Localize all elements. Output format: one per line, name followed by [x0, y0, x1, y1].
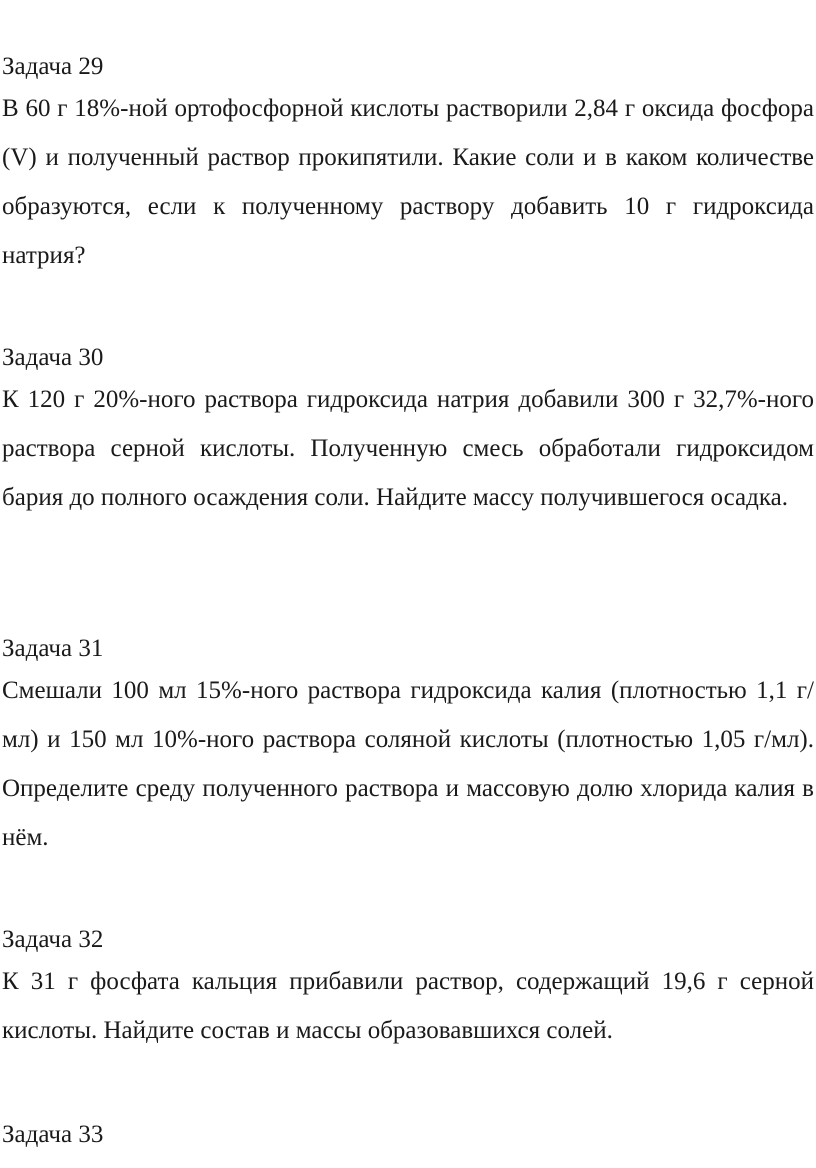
task-29 — [2, 52, 814, 280]
task-30 — [2, 343, 814, 522]
task-32 — [2, 925, 814, 1055]
task-title: Задача 33 — [2, 1121, 104, 1148]
task-body: К 120 г 20%-ного раствора гидроксида натрия добавили 300 г 32,7%-ного раствора серной кислоты. Полученную смесь обработали гидроксидом бария до полного осаждения соли. Найдите массу получившегося осадка. — [2, 386, 814, 511]
task-title: Задача 32 — [2, 926, 104, 953]
task-body: В 60 г 18%-ной ортофосфорной кислоты растворили 2,84 г оксида фосфора (V) и полученный раствор прокипятили. Какие соли и в каком количестве образуются, если к полученному раствору добавить 10 г гидроксида натрия? — [2, 95, 814, 269]
task-title: Задача 29 — [2, 53, 104, 80]
task-title: Задача 31 — [2, 635, 104, 662]
task-31 — [2, 634, 814, 862]
task-33 — [2, 1120, 814, 1150]
task-body: Смешали 100 мл 15%-ного раствора гидроксида калия (плотностью 1,1 г/мл) и 150 мл 10%-ного раствора соляной кислоты (плотностью 1,05 г/мл). Определите среду полученного раствора и массовую долю хлорида калия в нём. — [2, 677, 814, 851]
task-title: Задача 30 — [2, 344, 104, 371]
task-body: К 31 г фосфата кальция прибавили раствор, содержащий 19,6 г серной кислоты. Найдите состав и массы образовавшихся солей. — [2, 968, 814, 1044]
